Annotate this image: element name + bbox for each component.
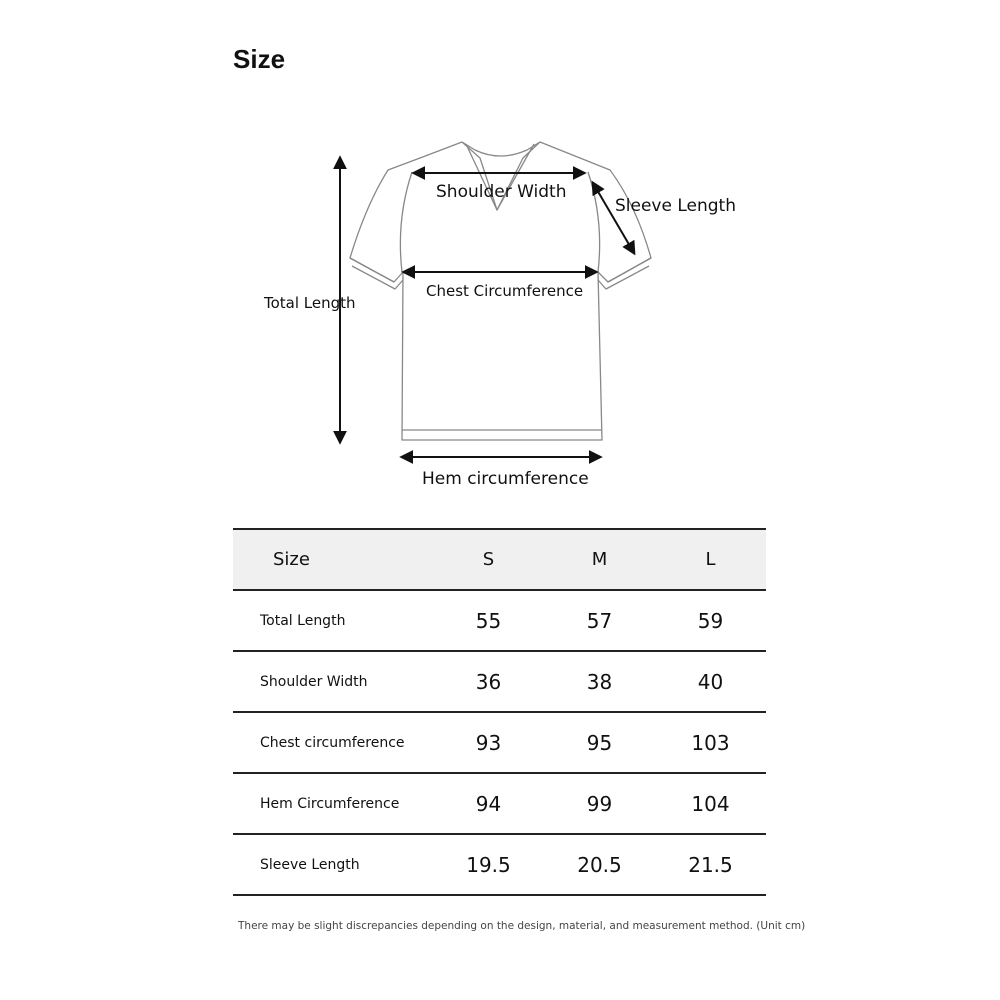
- cell-value: 59: [655, 590, 766, 651]
- row-label: Chest circumference: [233, 712, 433, 773]
- table-row: [233, 651, 766, 712]
- page-title: Size: [233, 44, 286, 74]
- table-row: [233, 773, 766, 834]
- table-row: [233, 590, 766, 651]
- table-header-row: [233, 529, 766, 590]
- chest-circumference-label: Chest Circumference: [426, 282, 584, 300]
- cell-value: 99: [544, 773, 655, 834]
- header-size-l: L: [655, 529, 766, 590]
- cell-value: 21.5: [655, 834, 766, 895]
- cell-value: 40: [655, 651, 766, 712]
- table-row: [233, 834, 766, 895]
- shoulder-width-label: Shoulder Width: [436, 182, 567, 202]
- cell-value: 93: [433, 712, 544, 773]
- total-length-label: Total Length: [264, 294, 356, 312]
- row-label: Hem Circumference: [233, 773, 433, 834]
- row-label: Sleeve Length: [233, 834, 433, 895]
- cell-value: 103: [655, 712, 766, 773]
- sleeve-length-label: Sleeve Length: [615, 196, 736, 216]
- cell-value: 36: [433, 651, 544, 712]
- header-size-m: M: [544, 529, 655, 590]
- measurement-footnote: There may be slight discrepancies depending on the design, material, and measurement method. (Unit cm): [238, 920, 806, 932]
- header-size-s: S: [433, 529, 544, 590]
- cell-value: 55: [433, 590, 544, 651]
- table-row: [233, 712, 766, 773]
- cell-value: 38: [544, 651, 655, 712]
- cell-value: 95: [544, 712, 655, 773]
- cell-value: 104: [655, 773, 766, 834]
- row-label: Total Length: [233, 590, 433, 651]
- cell-value: 57: [544, 590, 655, 651]
- header-size-label: Size: [233, 529, 433, 590]
- cell-value: 19.5: [433, 834, 544, 895]
- hem-circumference-label: Hem circumference: [422, 469, 589, 489]
- size-chart-table: [233, 528, 766, 896]
- cell-value: 94: [433, 773, 544, 834]
- row-label: Shoulder Width: [233, 651, 433, 712]
- cell-value: 20.5: [544, 834, 655, 895]
